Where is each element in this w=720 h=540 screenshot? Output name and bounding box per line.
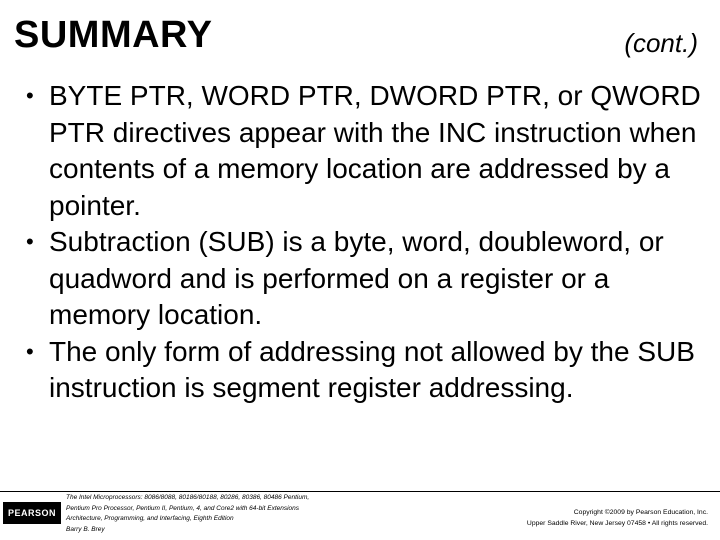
slide-subtitle: (cont.) xyxy=(624,28,698,58)
citation-line: Pentium Pro Processor, Pentium II, Pentium, 4, and Core2 with 64-bit Extensions xyxy=(66,504,300,512)
bullet-item xyxy=(26,334,706,407)
bullet-marker: • xyxy=(26,229,34,254)
bullet-item xyxy=(26,78,706,224)
book-citation xyxy=(66,493,396,535)
slide-title: SUMMARY xyxy=(14,14,213,56)
bullet-item xyxy=(26,224,706,334)
bullet-marker: • xyxy=(26,338,34,364)
citation-line: Barry B. Brey xyxy=(66,525,105,533)
copyright-line: Upper Saddle River, New Jersey 07458 • All rights reserved. xyxy=(526,520,708,527)
bullet-text: The only form of addressing not allowed by the SUB instruction is segment register addressing. xyxy=(49,335,695,403)
bullet-text: Subtraction (SUB) is a byte, word, doubleword, or quadword and is performed on a register or a memory location. xyxy=(49,226,664,330)
citation-line: Architecture, Programming, and Interfacing, Eighth Edition xyxy=(66,515,234,522)
citation-line: The Intel Microprocessors: 8086/8088, 80186/80188, 80286, 80386, 80486 Pentium, xyxy=(66,494,310,501)
bullet-text: BYTE PTR, WORD PTR, DWORD PTR, or QWORD PTR directives appear with the INC instruction when contents of a memory location are addressed by a pointer. xyxy=(49,80,701,221)
footer-divider xyxy=(0,491,720,492)
publisher-logo xyxy=(3,502,61,524)
publisher-logo-text: PEARSON xyxy=(7,508,56,518)
copyright-notice xyxy=(527,507,708,529)
copyright-line: Copyright ©2009 by Pearson Education, Inc. xyxy=(573,509,708,516)
bullet-list xyxy=(26,78,706,407)
bullet-marker: • xyxy=(26,83,34,108)
